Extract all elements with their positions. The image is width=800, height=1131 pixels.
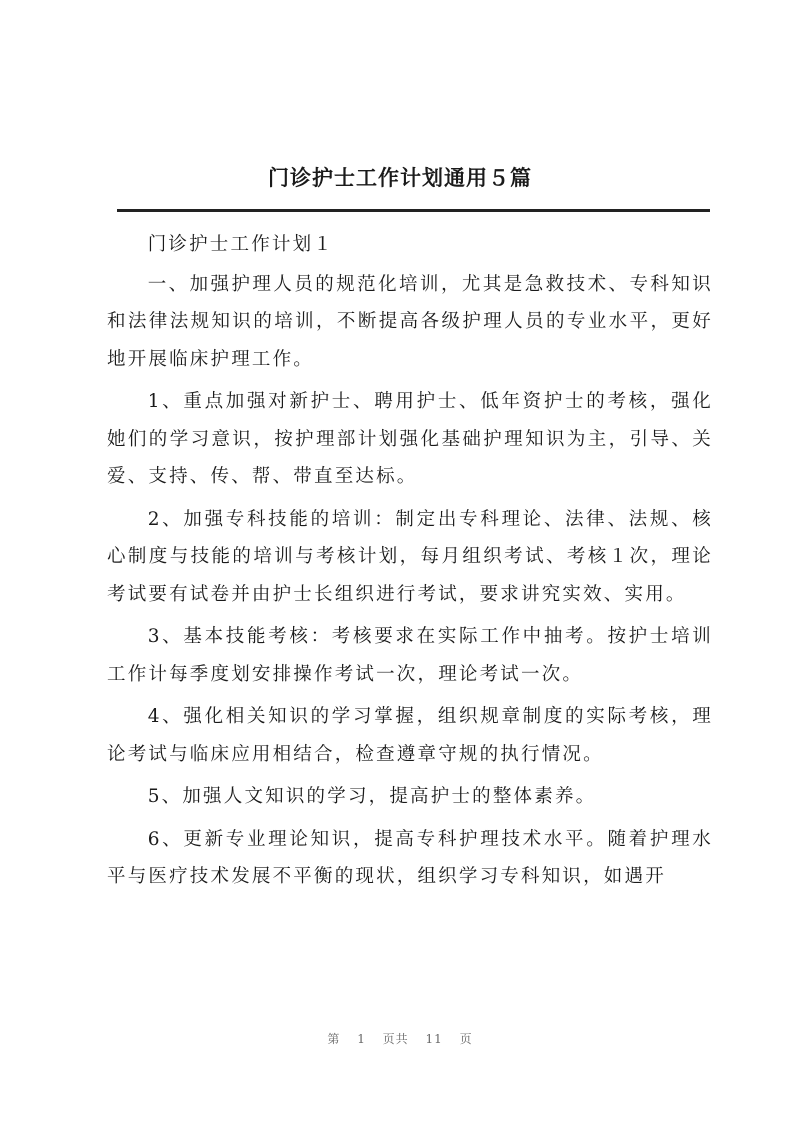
paragraph: 3、基本技能考核：考核要求在实际工作中抽考。按护士培训工作计每季度划安排操作考试一次，理论考试一次。 bbox=[107, 626, 713, 685]
title-divider bbox=[117, 209, 710, 212]
footer-label-end: 页 bbox=[459, 1032, 473, 1046]
paragraph: 4、强化相关知识的学习掌握，组织规章制度的实际考核，理论考试与临床应用相结合，检查遵章守规的执行情况。 bbox=[107, 706, 713, 765]
page-footer bbox=[0, 1030, 800, 1047]
paragraph: 2、加强专科技能的培训：制定出专科理论、法律、法规、核心制度与技能的培训与考核计划，每月组织考试、考核１次，理论考试要有试卷并由护士长组织进行考试，要求讲究实效、实用。 bbox=[107, 508, 713, 605]
document-body bbox=[107, 226, 713, 901]
paragraph: 6、更新专业理论知识，提高专科护理技术水平。随着护理水平与医疗技术发展不平衡的现状，组织学习专科知识，如遇开 bbox=[107, 828, 713, 887]
paragraph: 一、加强护理人员的规范化培训，尤其是急救技术、专科知识和法律法规知识的培训，不断提高各级护理人员的专业水平，更好地开展临床护理工作。 bbox=[107, 273, 713, 370]
document-title: 门诊护士工作计划通用５篇 bbox=[268, 165, 532, 190]
section-heading: 门诊护士工作计划１ bbox=[147, 234, 334, 255]
footer-label-page: 第 bbox=[327, 1032, 341, 1046]
footer-total-pages: 11 bbox=[425, 1032, 443, 1046]
footer-current-page: 1 bbox=[357, 1032, 366, 1046]
paragraph: 1、重点加强对新护士、聘用护士、低年资护士的考核，强化她们的学习意识，按护理部计划强化基础护理知识为主，引导、关爱、支持、传、帮、带直至达标。 bbox=[107, 391, 713, 487]
footer-label-of: 页共 bbox=[382, 1032, 409, 1046]
paragraph: 5、加强人文知识的学习，提高护士的整体素养。 bbox=[147, 786, 597, 807]
